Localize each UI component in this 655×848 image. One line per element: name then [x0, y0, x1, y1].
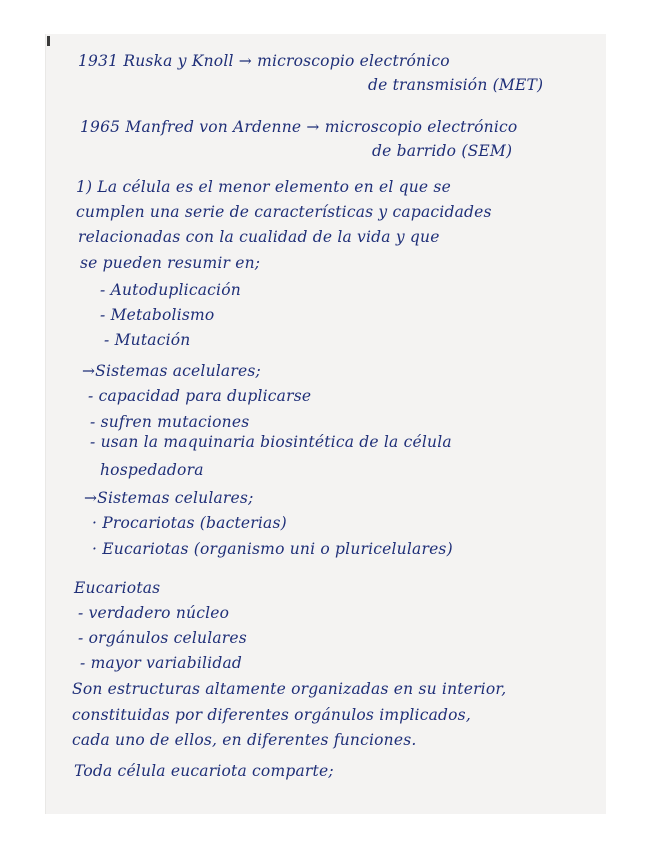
- note-line-organulos: - orgánulos celulares: [78, 629, 247, 647]
- note-line-1965: 1965 Manfred von Ardenne → microscopio electrónico: [80, 118, 518, 136]
- note-line-estructuras: Son estructuras altamente organizadas en su interior,: [72, 680, 507, 698]
- pen-mark: [47, 36, 50, 46]
- note-line-hospedadora: hospedadora: [100, 461, 204, 479]
- note-line-mutaciones: - sufren mutaciones: [90, 413, 250, 431]
- note-line-sem: de barrido (SEM): [372, 142, 513, 160]
- note-line-cell-def-4: se pueden resumir en;: [80, 254, 261, 272]
- note-line-procariotas: · Procariotas (bacterias): [92, 514, 287, 532]
- note-line-constituidas: constituidas por diferentes orgánulos implicados,: [72, 706, 471, 724]
- note-line-metabolismo: - Metabolismo: [100, 306, 215, 324]
- note-line-cell-def-1: 1) La célula es el menor elemento en el que se: [76, 178, 451, 196]
- note-line-met: de transmisión (MET): [368, 76, 544, 94]
- note-line-1931: 1931 Ruska y Knoll → microscopio electrónico: [78, 52, 450, 70]
- note-line-duplicarse: - capacidad para duplicarse: [88, 387, 312, 405]
- note-line-maquinaria: - usan la maquinaria biosintética de la célula: [90, 433, 452, 451]
- note-line-variabilidad: - mayor variabilidad: [80, 654, 243, 672]
- note-line-autoduplicacion: - Autoduplicación: [100, 281, 241, 299]
- note-line-eucariotas-heading: Eucariotas: [74, 579, 161, 597]
- note-line-cell-def-2: cumplen una serie de características y capacidades: [76, 203, 492, 221]
- note-line-cell-def-3: relacionadas con la cualidad de la vida y que: [78, 228, 440, 246]
- note-line-mutacion: - Mutación: [104, 331, 191, 349]
- note-line-comparte: Toda célula eucariota comparte;: [74, 762, 334, 780]
- note-line-acelulares: →Sistemas acelulares;: [82, 362, 261, 380]
- note-line-funciones: cada uno de ellos, en diferentes funciones.: [72, 731, 417, 749]
- note-line-nucleo: - verdadero núcleo: [78, 604, 230, 622]
- note-line-celulares: →Sistemas celulares;: [84, 489, 254, 507]
- note-line-eucariotas: · Eucariotas (organismo uni o pluricelulares): [92, 540, 453, 558]
